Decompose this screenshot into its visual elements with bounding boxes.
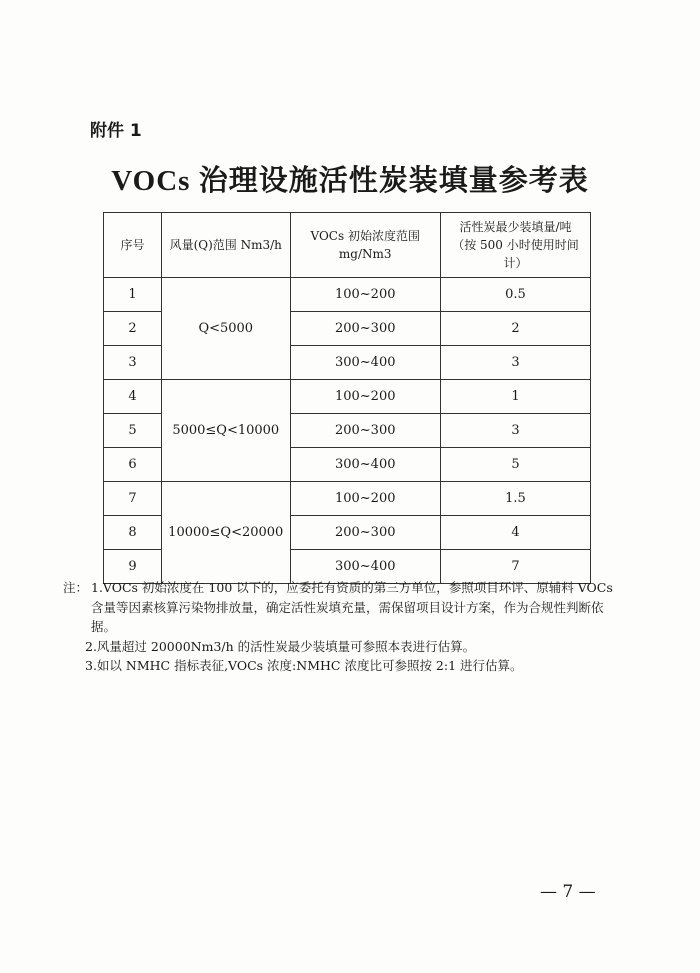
header-flow: 风量(Q)范围 Nm3/h [162,213,291,278]
cell-concentration: 300~400 [290,550,440,584]
header-index: 序号 [104,213,162,278]
cell-index: 4 [104,380,162,414]
header-amount: 活性炭最少装填量/吨（按 500 小时使用时间计） [440,213,590,278]
table-row [104,482,591,516]
cell-flow-range: 10000≤Q<20000 [162,482,291,584]
note-2: 2.风量超过 20000Nm3/h 的活性炭最少装填量可参照本表进行估算。 [85,638,476,654]
cell-concentration: 300~400 [290,448,440,482]
cell-flow-range: Q<5000 [162,278,291,380]
note-1: 1.VOCs 初始浓度在 100 以下的，应委托有资质的第三方单位，参照项目环评、原辅料 VOCs 含量等因素核算污染物排放量，确定活性炭填充量，需保留项目设计方案，作为合规性判断依据。 [91,580,613,634]
cell-concentration: 100~200 [290,380,440,414]
cell-concentration: 100~200 [290,278,440,312]
cell-index: 5 [104,414,162,448]
cell-index: 8 [104,516,162,550]
cell-concentration: 200~300 [290,414,440,448]
cell-index: 1 [104,278,162,312]
notes [63,578,623,676]
header-concentration: VOCs 初始浓度范围 mg/Nm3 [290,213,440,278]
document-title: VOCs 治理设施活性炭装填量参考表 [111,165,589,197]
cell-index: 3 [104,346,162,380]
cell-amount: 5 [440,448,590,482]
note-3: 3.如以 NMHC 指标表征,VOCs 浓度:NMHC 浓度比可参照按 2:1 进行估算。 [85,658,523,673]
cell-index: 9 [104,550,162,584]
cell-amount: 0.5 [440,278,590,312]
cell-concentration: 100~200 [290,482,440,516]
cell-amount: 1 [440,380,590,414]
cell-amount: 3 [440,414,590,448]
attachment-label: 附件 1 [90,121,142,141]
reference-table [103,212,591,584]
cell-concentration: 200~300 [290,516,440,550]
cell-concentration: 300~400 [290,346,440,380]
cell-amount: 2 [440,312,590,346]
cell-concentration: 200~300 [290,312,440,346]
cell-index: 6 [104,448,162,482]
notes-label: 注： [63,580,89,595]
cell-flow-range: 5000≤Q<10000 [162,380,291,482]
cell-amount: 4 [440,516,590,550]
page-number: — 7 — [540,882,596,902]
cell-index: 7 [104,482,162,516]
cell-index: 2 [104,312,162,346]
cell-amount: 7 [440,550,590,584]
cell-amount: 1.5 [440,482,590,516]
table-row [104,380,591,414]
cell-amount: 3 [440,346,590,380]
table-row [104,278,591,312]
